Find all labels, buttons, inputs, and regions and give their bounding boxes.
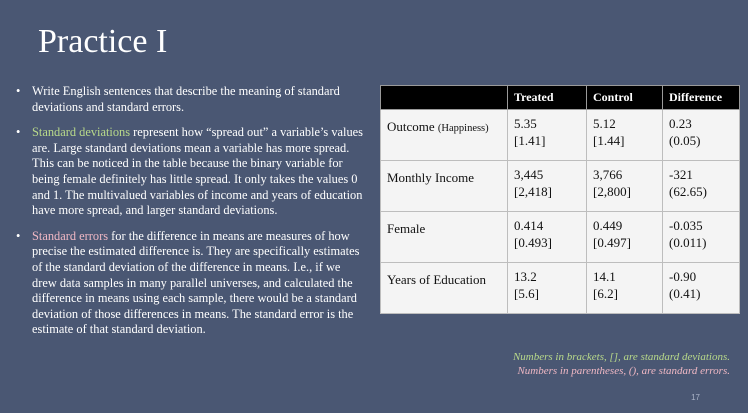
cell-sd: [6.2] [593, 286, 618, 301]
cell-diff: -0.035 [669, 218, 703, 233]
cell-mean: 13.2 [514, 269, 537, 284]
row-label-text: Outcome [387, 119, 435, 134]
cell-sd: [5.6] [514, 286, 539, 301]
row-label: Female [381, 212, 508, 263]
cell-difference [663, 263, 740, 314]
row-label: Monthly Income [381, 161, 508, 212]
cell-mean: 5.35 [514, 116, 537, 131]
cell-treated [508, 110, 587, 161]
table-header-row [381, 86, 740, 110]
table-footnote [513, 350, 730, 378]
cell-control [587, 263, 663, 314]
cell-sd: [1.41] [514, 133, 546, 148]
cell-mean: 14.1 [593, 269, 616, 284]
bullet-item [12, 84, 364, 115]
cell-treated [508, 212, 587, 263]
header-control: Control [587, 86, 663, 110]
bullet-list [12, 84, 364, 348]
cell-sd: [2,418] [514, 184, 552, 199]
cell-sd: [2,800] [593, 184, 631, 199]
row-label-note: (Happiness) [437, 123, 489, 134]
cell-difference [663, 212, 740, 263]
cell-control [587, 161, 663, 212]
cell-sd: [1.44] [593, 133, 625, 148]
cell-control [587, 110, 663, 161]
cell-mean: 0.414 [514, 218, 544, 233]
cell-treated [508, 161, 587, 212]
row-label [381, 110, 508, 161]
bullet-item [12, 125, 364, 219]
page-number: 17 [691, 393, 700, 402]
footnote-parentheses: Numbers in parentheses, (), are standard errors. [517, 365, 730, 377]
cell-mean: 5.12 [593, 116, 616, 131]
row-label: Years of Education [381, 263, 508, 314]
cell-se: (62.65) [669, 184, 707, 199]
header-empty [381, 86, 508, 110]
cell-sd: [0.493] [514, 235, 552, 250]
bullet-marker: • [16, 84, 21, 98]
cell-difference [663, 161, 740, 212]
bullet-item [12, 229, 364, 338]
cell-sd: [0.497] [593, 235, 631, 250]
cell-diff: -0.90 [669, 269, 697, 284]
table-row [381, 110, 740, 161]
cell-se: (0.41) [669, 286, 701, 301]
results-table [380, 85, 740, 314]
bullet-highlight-term: Standard deviations [32, 125, 131, 140]
bullet-marker: • [16, 228, 21, 243]
bullet-text: Write English sentences that describe the meaning of standard deviations and standard errors. [32, 84, 340, 114]
header-treated: Treated [508, 86, 587, 110]
cell-se: (0.05) [669, 133, 701, 148]
bullet-text: represent how “spread out” a variable’s values are. Large standard deviations mean a variable has more spread. This can be noticed in the table because the binary variable for being female definitely has little spread. It only takes the values 0 and 1. The multivalued variables of income and years of education have more spread, and larger standard deviations. [32, 125, 363, 218]
cell-se: (0.011) [669, 235, 707, 250]
table-row [381, 263, 740, 314]
cell-difference [663, 110, 740, 161]
footnote-brackets: Numbers in brackets, [], are standard deviations. [512, 351, 730, 363]
cell-mean: 3,445 [514, 167, 544, 182]
bullet-marker: • [16, 125, 21, 140]
header-difference: Difference [663, 86, 740, 110]
cell-mean: 3,766 [593, 167, 623, 182]
cell-mean: 0.449 [593, 218, 623, 233]
bullet-text: for the difference in means are measures of how precise the estimated difference is. They are specifically estimates of the standard deviation of the difference in means. I.e., if we drew data samples in many parallel universes, and calculated the difference in means using each sample, there would be a standard deviation of those differences in means. The standard error is the estimate of that standard deviation. [32, 228, 360, 337]
slide-title: Practice I [38, 23, 168, 60]
cell-control [587, 212, 663, 263]
cell-diff: 0.23 [669, 116, 692, 131]
cell-diff: -321 [669, 167, 693, 182]
bullet-highlight-term: Standard errors [32, 228, 109, 243]
cell-treated [508, 263, 587, 314]
table-row [381, 161, 740, 212]
table-row [381, 212, 740, 263]
